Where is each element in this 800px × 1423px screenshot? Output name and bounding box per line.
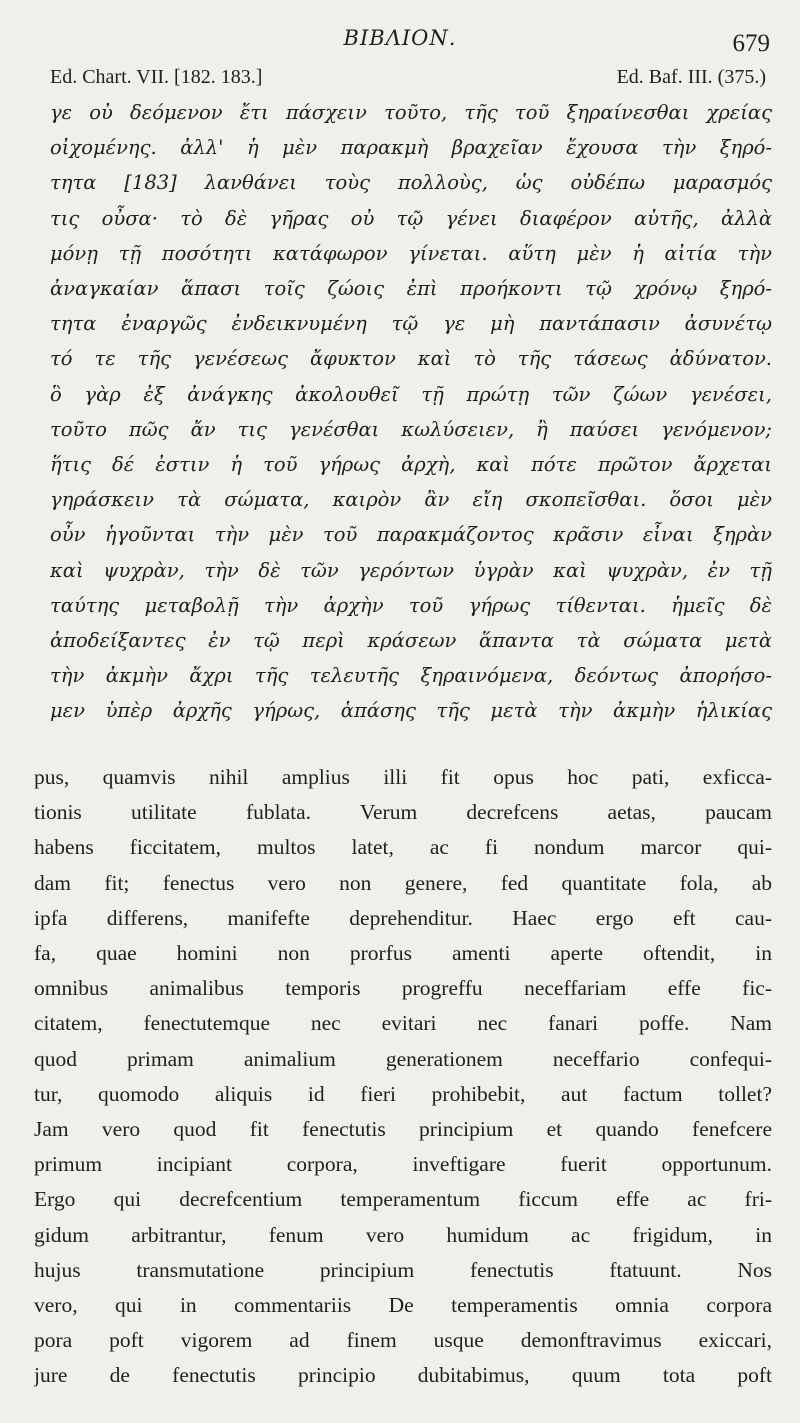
edition-reference-right: Ed. Baf. III. (375.) xyxy=(616,66,766,88)
text-line: τό τε τῆς γενέσεως ἄφυκτον καὶ τὸ τῆς τάσεως ἀδύνατον. xyxy=(50,347,772,371)
text-line: τητα [183] λανθάνει τοὺς πολλοὺς, ὡς οὐδέπω μαρασμός xyxy=(50,171,772,195)
text-line: ὃ γὰρ ἐξ ἀνάγκης ἀκολουθεῖ τῇ πρώτῃ τῶν ζώων γενέσει, xyxy=(50,382,772,406)
text-line: omnibus animalibus temporis progreffu neceffariam effe fic- xyxy=(34,976,772,1001)
text-line: καὶ ψυχρὰν, τὴν δὲ τῶν γερόντων ὑγρὰν καὶ ψυχρὰν, ἐν τῇ xyxy=(50,558,772,582)
page-number: 679 xyxy=(732,30,770,57)
text-line: hujus transmutatione principium fenectutis ftatuunt. Nos xyxy=(34,1257,772,1282)
text-line: ταύτης μεταβολῇ τὴν ἀρχὴν τοῦ γήρως τίθενται. ἡμεῖς δὲ xyxy=(50,593,772,617)
text-line: τις οὖσα· τὸ δὲ γῆρας οὐ τῷ γένει διαφέρον αὐτῆς, ἀλλὰ xyxy=(50,206,772,230)
text-line: fa, quae homini non prorfus amenti aperte oftendit, in xyxy=(34,941,772,966)
text-line: ἥτις δέ ἐστιν ἡ τοῦ γήρως ἀρχὴ, καὶ πότε πρῶτον ἄρχεται xyxy=(50,453,772,477)
text-line: τοῦτο πῶς ἄν τις γενέσθαι κωλύσειεν, ἢ παύσει γενόμενον; xyxy=(50,417,772,441)
text-line: tionis utilitate fublata. Verum decrefcens aetas, paucam xyxy=(34,800,772,825)
running-title: ΒΙΒΛΙΟΝ. xyxy=(343,26,457,50)
text-line: γηράσκειν τὰ σώματα, καιρὸν ἂν εἴη σκοπεῖσθαι. ὅσοι μὲν xyxy=(50,488,772,512)
text-line: jure de fenectutis principio dubitabimus, quum tota poft xyxy=(34,1363,772,1388)
text-line: μεν ὑπὲρ ἀρχῆς γήρως, ἁπάσης τῆς μετὰ τὴν ἀκμὴν ἡλικίας xyxy=(50,699,772,723)
text-line: ἀναγκαίαν ἅπασι τοῖς ζώοις ἐπὶ προήκοντι τῷ χρόνῳ ξηρό- xyxy=(50,277,772,301)
edition-reference-left: Ed. Chart. VII. [182. 183.] xyxy=(50,66,263,88)
text-line: vero, qui in commentariis De temperamentis omnia corpora xyxy=(34,1293,772,1318)
text-line: dam fit; fenectus vero non genere, fed quantitate fola, ab xyxy=(34,870,772,895)
text-line: gidum arbitrantur, fenum vero humidum ac frigidum, in xyxy=(34,1222,772,1247)
text-line: tur, quomodo aliquis id fieri prohibebit, aut factum tollet? xyxy=(34,1081,772,1106)
text-line: primum incipiant corpora, inveftigare fuerit opportunum. xyxy=(34,1152,772,1177)
text-line: γε οὐ δεόμενον ἔτι πάσχειν τοῦτο, τῆς τοῦ ξηραίνεσθαι χρείας xyxy=(50,101,772,124)
text-line: οὖν ἡγοῦνται τὴν μὲν τοῦ παρακμάζοντος κρᾶσιν εἶναι ξηρὰν xyxy=(50,523,772,547)
text-line: τὴν ἀκμὴν ἄχρι τῆς τελευτῆς ξηραινόμενα, δεόντως ἀπορήσο- xyxy=(50,664,772,688)
text-line: pora poft vigorem ad finem usque demonftravimus exiccari, xyxy=(34,1328,772,1353)
latin-text-block xyxy=(34,760,772,1394)
text-line: μόνῃ τῇ ποσότητι κατάφωρον γίνεται. αὕτη μὲν ἡ αἰτία τὴν xyxy=(50,241,772,265)
text-line: habens ficcitatem, multos latet, ac fi nondum marcor qui- xyxy=(34,835,772,860)
text-line: Ergo qui decrefcentium temperamentum ficcum effe ac fri- xyxy=(34,1187,772,1212)
text-line: ἀποδείξαντες ἐν τῷ περὶ κράσεων ἅπαντα τὰ σώματα μετὰ xyxy=(50,629,772,653)
greek-text-block xyxy=(50,95,772,729)
text-line: citatem, fenectutemque nec evitari nec fanari poffe. Nam xyxy=(34,1011,772,1036)
text-line: ipfa differens, manifefte deprehenditur. Haec ergo eft cau- xyxy=(34,905,772,930)
text-line: Jam vero quod fit fenectutis principium et quando fenefcere xyxy=(34,1117,772,1142)
text-line: οἰχομένης. ἀλλ' ἡ μὲν παρακμὴ βραχεῖαν ἔχουσα τὴν ξηρό- xyxy=(50,136,772,160)
edition-references xyxy=(50,66,766,89)
text-line: quod primam animalium generationem neceffario confequi- xyxy=(34,1046,772,1071)
text-line: pus, quamvis nihil amplius illi fit opus hoc pati, exficca- xyxy=(34,765,772,789)
text-line: τητα ἐναργῶς ἐνδεικνυμένη τῷ γε μὴ παντάπασιν ἀσυνέτῳ xyxy=(50,312,772,336)
